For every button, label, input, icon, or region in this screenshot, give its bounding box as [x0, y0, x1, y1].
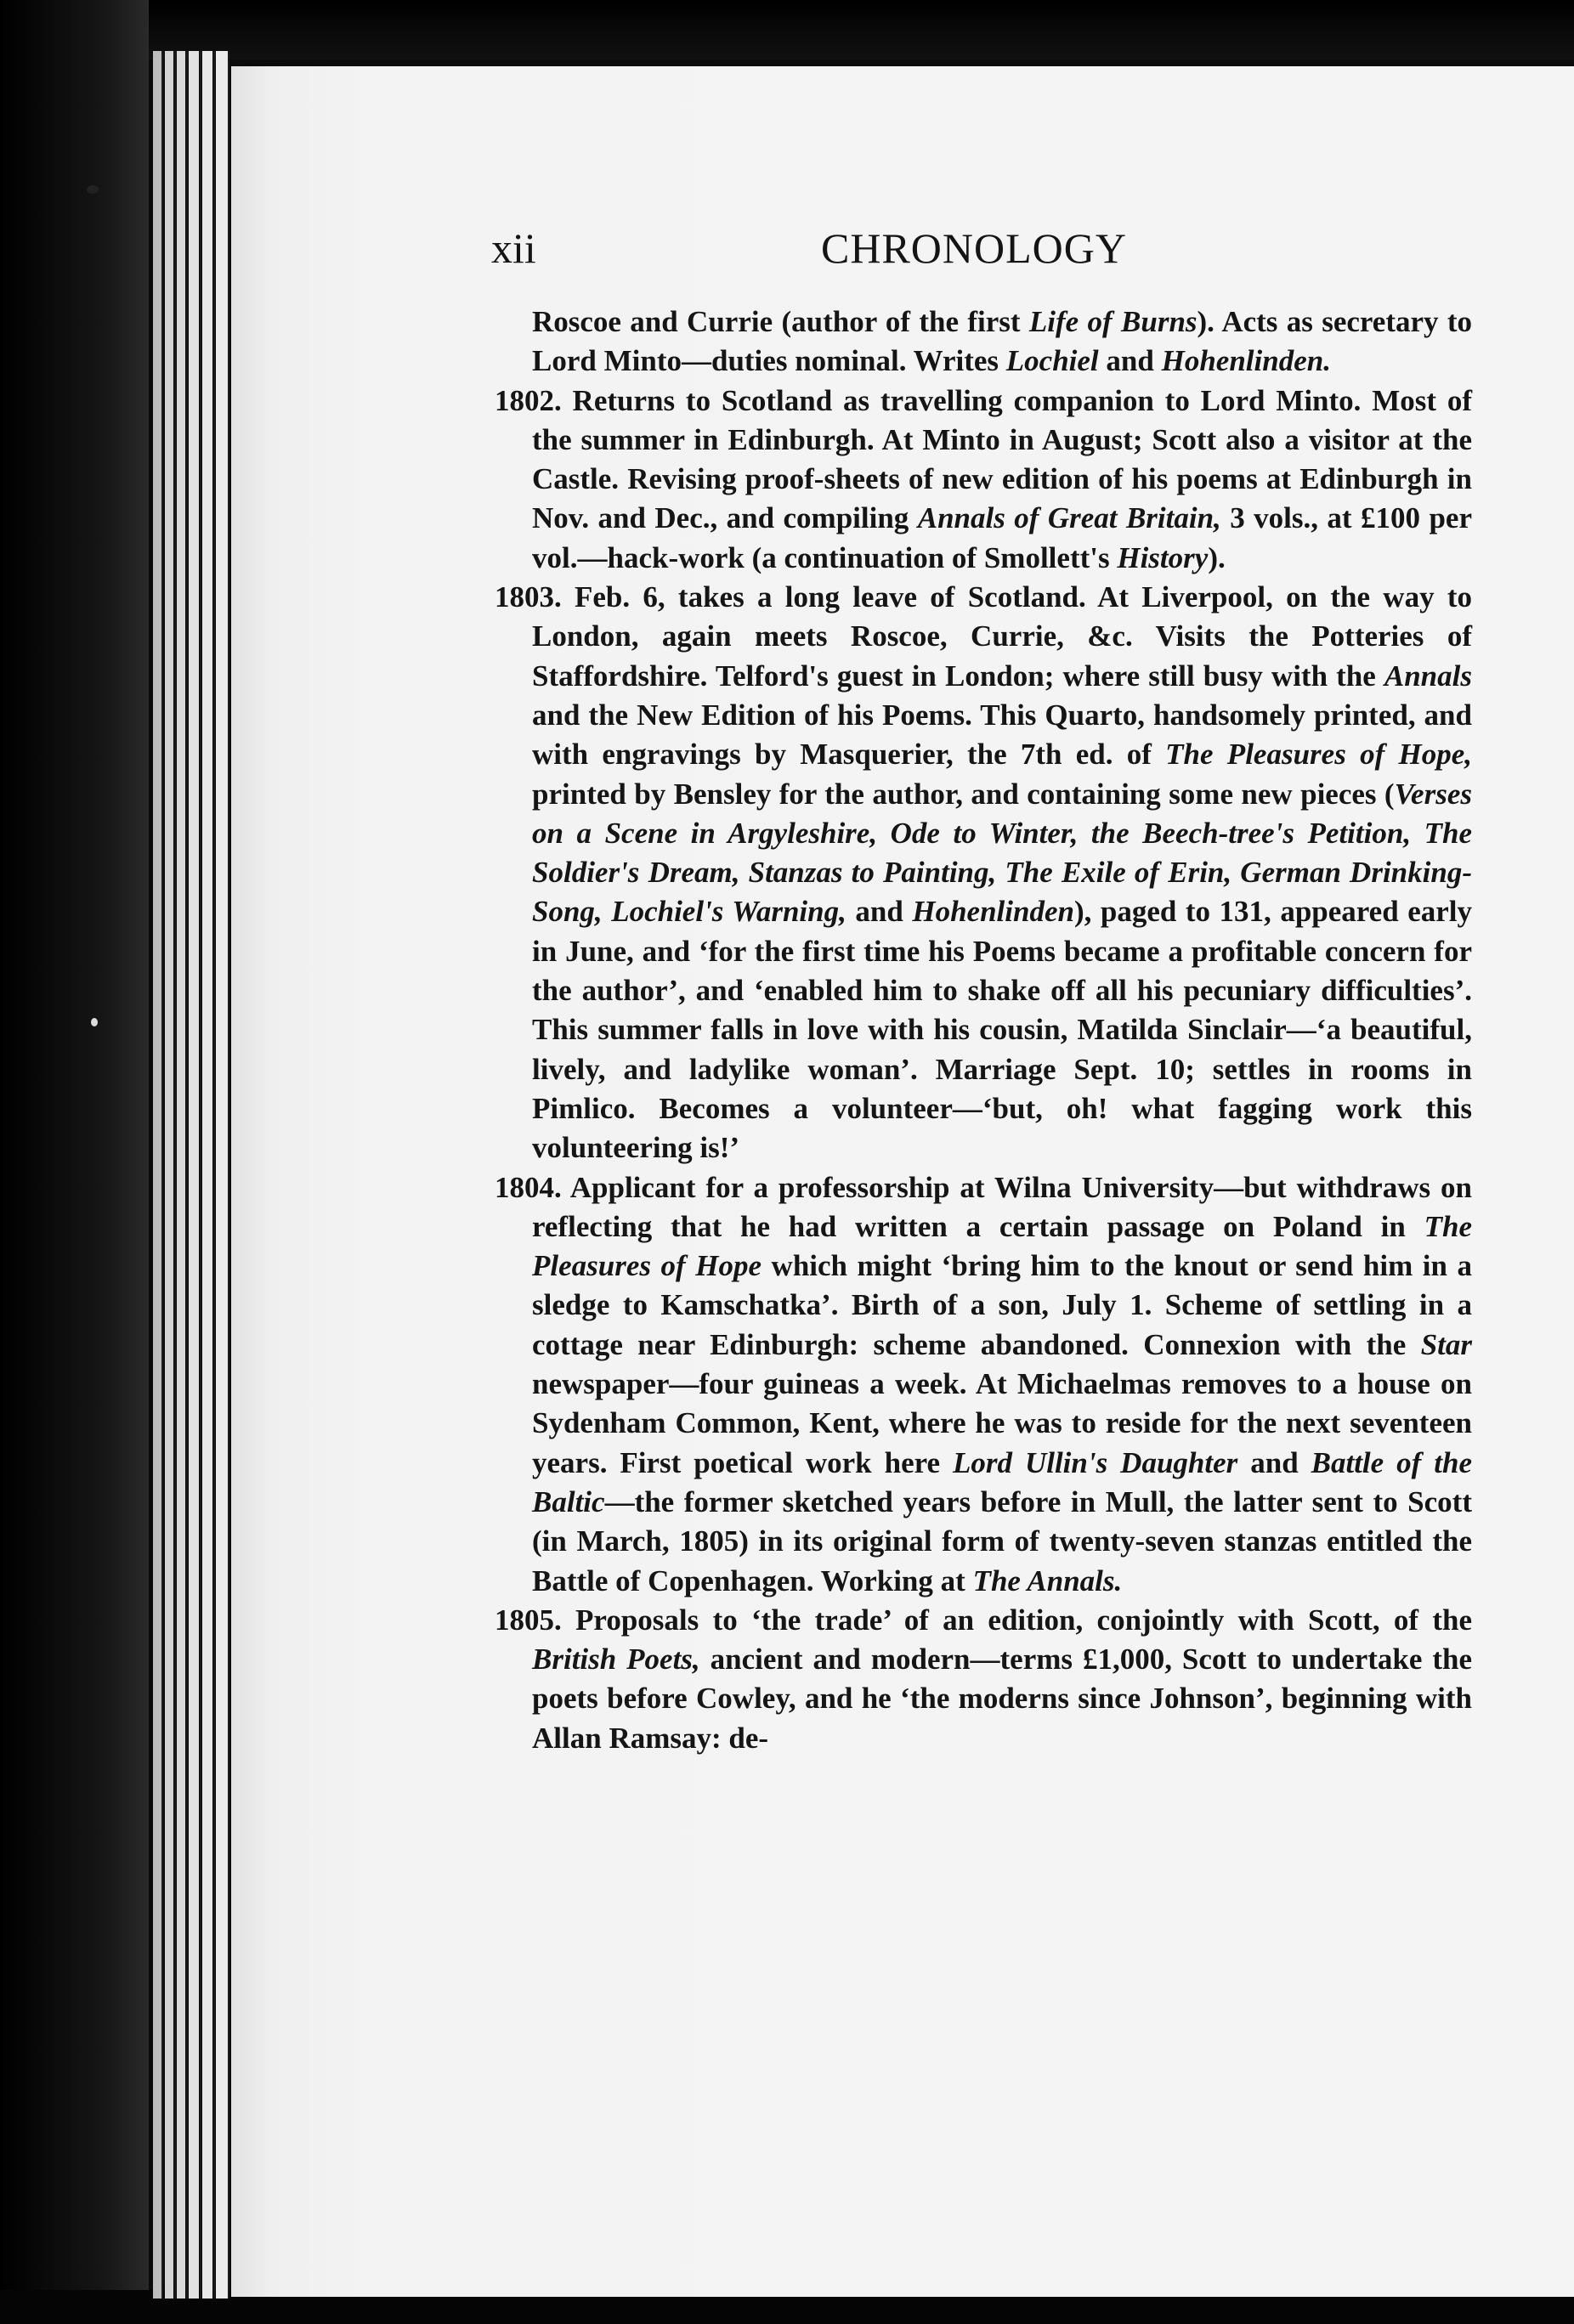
entry-text: Proposals to ‘the trade’ of an edition, conjointly with Scott, of the — [561, 1603, 1472, 1637]
page-edge — [202, 51, 212, 2299]
page-edge-line — [200, 51, 201, 2299]
entry-text: Feb. 6, takes a long leave of Scotland. At Liverpool, on the way to London, again meets Roscoe, Currie, &c. Visits the Potteries of Staffordshire. Telford's guest in London; where still busy with the — [532, 580, 1472, 693]
page-edge — [189, 51, 199, 2299]
italic-title: Lord Ullin's Daughter — [953, 1445, 1238, 1479]
entry-year: 1803. — [495, 580, 562, 614]
entry-text: and — [846, 895, 913, 929]
page-edge-line — [174, 51, 176, 2299]
page-number: xii — [491, 224, 536, 272]
italic-title: The Annals. — [972, 1563, 1123, 1597]
italic-title: Lochiel — [1005, 344, 1099, 378]
chronology-text — [495, 303, 1472, 1758]
italic-title: Annals of Great Britain, — [917, 501, 1221, 535]
entry-text: ancient and modern—terms £1,000, Scott to undertake the poets before Cowley, and he ‘the moderns since Johnson’, beginning with Allan Ramsay: de- — [532, 1643, 1472, 1755]
entry-text: Roscoe and Currie (author of the first — [532, 305, 1029, 338]
page-edge-line — [161, 51, 163, 2299]
entry-text: which might ‘bring him to the knout or send him in a sledge to Kamschatka’. Birth of a son, July 1. Scheme of settling in a cottage near Edinburgh: scheme abandoned. Connexion with the — [532, 1249, 1472, 1361]
italic-title: Battle of the Baltic — [532, 1445, 1472, 1518]
italic-title: History — [1117, 540, 1209, 574]
italic-title: Hohenlinden — [912, 895, 1074, 929]
entry-text: ), paged to 131, appeared early in June, and ‘for the first time his Poems became a profitable concern for the author’, and ‘enabled him to shake off all his pecuniary difficulties’. This summer falls in love with his cousin, Matilda Sinclair—‘a beautiful, lively, and ladylike woman’. Marriage Sept. 10; settles in rooms in Pimlico. Becomes a volunteer—‘but, oh! what fagging work this volunteering is!’ — [532, 895, 1473, 1165]
italic-title: British Poets, — [532, 1643, 700, 1677]
entry-year: 1805. — [495, 1603, 562, 1637]
entry-text: Returns to Scotland as travelling companion to Lord Minto. Most of the summer in Edinburgh. At Minto in August; Scott also a visitor at the Castle. Revising proof-sheets of new edition of his poems at Edinburgh in Nov. and Dec., and compiling — [532, 383, 1472, 535]
entry-year: 1804. — [495, 1170, 562, 1204]
page-edge — [177, 51, 185, 2299]
entry-text: and the New Edition of his Poems. This Quarto, handsomely printed, and with engravings by Masquerier, the 7th ed. of — [532, 698, 1472, 772]
entry-text: Applicant for a professorship at Wilna University—but withdraws on reflecting that he had written a certain passage on Poland in — [532, 1170, 1472, 1243]
dust-speck — [91, 1018, 98, 1026]
entry-year: 1802. — [495, 383, 562, 417]
italic-title: Verses on a Scene in Argyleshire, Ode to Winter, the Beech-tree's Petition, The Soldier's Dream, Stanzas to Painting, The Exile of Erin, German Drinking-Song, Lochiel's Warning, — [532, 777, 1472, 929]
page-edge-line — [228, 51, 229, 2299]
entry-text: 3 vols., at £100 per vol.—hack-work (a continuation of Smollett's — [532, 501, 1472, 574]
chronology-entry — [495, 382, 1472, 578]
italic-title: The Pleasures of Hope — [532, 1209, 1472, 1283]
entry-text: and — [1098, 344, 1162, 378]
running-header — [491, 223, 1486, 274]
chronology-entry — [495, 1601, 1472, 1758]
scanner-left-border — [0, 0, 149, 2324]
page-edge — [165, 51, 173, 2299]
page-edge-line — [213, 51, 215, 2299]
entry-text: —the former sketched years before in Mull, the latter sent to Scott (in March, 1805) in its original form of twenty-seven stanzas entitled the Battle of Copenhagen. Working at — [532, 1484, 1472, 1597]
entry-text: and — [1237, 1445, 1311, 1479]
italic-title: Star — [1420, 1327, 1472, 1361]
entry-text: ). Acts as secretary to Lord Minto—duties nominal. Writes — [532, 305, 1472, 378]
italic-title: Life of Burns — [1028, 305, 1197, 338]
chronology-continuation — [495, 303, 1472, 382]
page-edge-line — [186, 51, 188, 2299]
running-title: CHRONOLOGY — [821, 224, 1127, 272]
italic-title: Hohenlinden. — [1161, 344, 1331, 378]
chronology-entry — [495, 578, 1472, 1168]
entry-text: printed by Bensley for the author, and containing some new pieces ( — [532, 777, 1395, 811]
entry-text: newspaper—four guineas a week. At Michaelmas removes to a house on Sydenham Common, Kent, where he was to reside for the next seventeen years. First poetical work here — [532, 1367, 1472, 1479]
scanner-top-border — [0, 0, 1574, 59]
entry-text: ). — [1208, 540, 1226, 574]
chronology-entry — [495, 1168, 1472, 1601]
italic-title: Annals — [1384, 659, 1472, 693]
page-edge — [216, 51, 228, 2299]
page-edge — [153, 51, 161, 2299]
dust-speck — [87, 185, 99, 194]
italic-title: The Pleasures of Hope, — [1165, 738, 1472, 772]
